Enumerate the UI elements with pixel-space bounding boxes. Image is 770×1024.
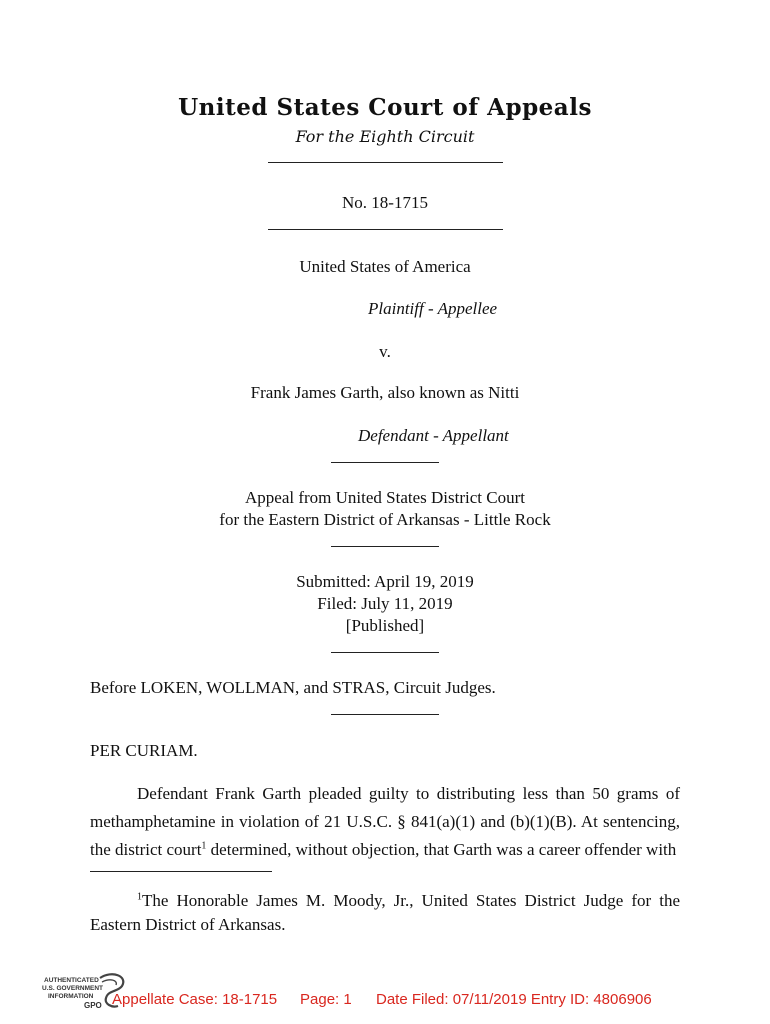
court-title: United States Court of Appeals bbox=[178, 94, 592, 121]
filed-date: Filed: July 11, 2019 bbox=[317, 594, 453, 613]
appeal-line-2: for the Eastern District of Arkansas - Little Rock bbox=[219, 510, 551, 529]
divider bbox=[268, 162, 503, 163]
short-divider bbox=[331, 462, 439, 463]
circuit-subtitle: For the Eighth Circuit bbox=[295, 127, 475, 146]
logo-line-2: U.S. GOVERNMENT bbox=[42, 985, 104, 992]
short-divider bbox=[331, 652, 439, 653]
per-curiam-heading: PER CURIAM. bbox=[90, 741, 198, 760]
logo-line-3: INFORMATION bbox=[48, 993, 94, 1000]
opinion-paragraph bbox=[90, 780, 680, 864]
defendant-role: Defendant - Appellant bbox=[358, 426, 509, 445]
footnote-divider bbox=[90, 871, 272, 872]
plaintiff-name: United States of America bbox=[299, 257, 471, 276]
defendant-name: Frank James Garth, also known as Nitti bbox=[250, 383, 520, 402]
appeal-line-1: Appeal from United States District Court bbox=[245, 488, 525, 507]
opinion-text: determined, without objection, that Garth was a career offender with bbox=[206, 840, 677, 859]
footer-page-number: Page: 1 bbox=[300, 991, 352, 1008]
publication-status: [Published] bbox=[345, 616, 425, 635]
short-divider bbox=[331, 546, 439, 547]
footer-filed-entry: Date Filed: 07/11/2019 Entry ID: 4806906 bbox=[376, 991, 652, 1008]
logo-line-1: AUTHENTICATED bbox=[44, 977, 99, 984]
opinion-text: Defendant Frank Garth pleaded guilty to distributing less than 50 grams of methamphetamine in violation of 21 U.S.C. § 841(a)(1) and (b)(1)(B). At sentencing, the district court bbox=[90, 784, 680, 859]
panel-judges: Before LOKEN, WOLLMAN, and STRAS, Circuit Judges. bbox=[90, 678, 496, 697]
submitted-date: Submitted: April 19, 2019 bbox=[296, 572, 474, 591]
plaintiff-role: Plaintiff - Appellee bbox=[368, 299, 498, 318]
footnote-mark: 1 bbox=[137, 891, 142, 903]
footer-case-number: Appellate Case: 18-1715 bbox=[112, 991, 278, 1008]
case-number: No. 18-1715 bbox=[342, 193, 428, 212]
versus: v. bbox=[379, 342, 391, 361]
footnote-text: The Honorable James M. Moody, Jr., United States District Judge for the Eastern District of Arkansas. bbox=[90, 891, 680, 934]
divider bbox=[268, 229, 503, 230]
logo-line-4: GPO bbox=[84, 1001, 102, 1010]
short-divider bbox=[331, 714, 439, 715]
footnote-reference[interactable]: 1 bbox=[201, 840, 207, 852]
footnote bbox=[90, 889, 680, 937]
